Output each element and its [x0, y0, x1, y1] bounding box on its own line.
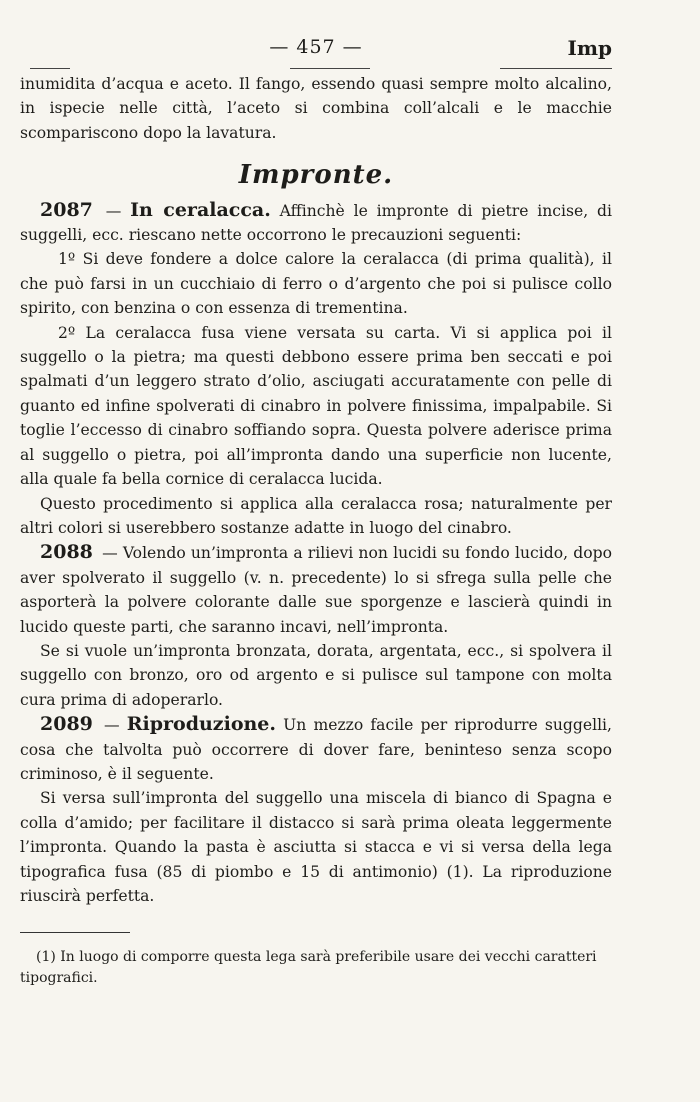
article-number: 2088 [40, 541, 93, 564]
article-number: 2087 [40, 198, 93, 221]
running-head [20, 0, 612, 72]
intro-paragraph: inumidita d’acqua e aceto. Il fango, essendo quasi sempre molto alcalino, in ispecie nelle città, l’aceto si combina coll’alcali e le macchie scompariscono dopo la lavatura. [20, 75, 612, 142]
article-2087 [20, 198, 612, 248]
article-heading: Riproduzione. [126, 713, 277, 736]
section-title: Impronte. [238, 160, 394, 191]
header-rule [500, 68, 612, 69]
footnote: (1) In luogo di comporre questa lega sarà preferibile usare dei vecchi caratteri tipografici. [20, 949, 597, 987]
article-heading: In ceralacca. [130, 198, 271, 221]
running-head-word: Imp [567, 36, 612, 60]
paragraph: Se si vuole un’impronta bronzata, dorata, argentata, ecc., si spolvera il suggello con bronzo, oro od argento e si pulisce sul tampone con molta cura prima di adoperarlo. [20, 641, 612, 709]
book-page [20, 0, 612, 1003]
article-2088 [20, 540, 612, 639]
article-text: Affinchè le impronte di pietre incise, di suggelli, ecc. riescano nette occorrono le precauzioni seguenti: [20, 201, 612, 245]
footnote-rule [20, 932, 130, 933]
paragraph: 1º Si deve fondere a dolce calore la ceralacca (di prima qualità), il che può farsi in un cucchiaio di ferro o d’argento che poi si pulisce collo spirito, con benzina o con essenza di trementina. [20, 250, 612, 318]
paragraph: 2º La ceralacca fusa viene versata su carta. Vi si applica poi il suggello o la pietra; ma questi debbono essere prima ben seccati e poi spalmati d’un leggero strato d’olio, asciugati accuratamente con pelle di guanto ed infine spolverati di cinabro in polvere finissima, impalpabile. Si toglie l’eccesso di cinabro soffiando sopra. Questa polvere aderisce prima al suggello o pietra, poi all’impronta dando una superficie non lucente, alla quale fa bella cornice di ceralacca lucida. [20, 323, 612, 489]
paragraph: Questo procedimento si applica alla ceralacca rosa; naturalmente per altri colori si userebbero sostanze adatte in luogo del cinabro. [20, 494, 612, 537]
dash: — [96, 716, 127, 735]
page-number: — 457 — [269, 36, 363, 58]
paragraph: Si versa sull’impronta del suggello una miscela di bianco di Spagna e colla d’amido; per facilitare il distacco si sarà prima oleata leggermente l’impronta. Quando la pasta è asciutta si stacca e vi si versa della lega tipografica fusa (85 di piombo e 15 di antimonio) (1). La riproduzione riuscirà perfetta. [20, 789, 612, 905]
header-rule [30, 68, 70, 69]
article-text: — Volendo un’impronta a rilievi non lucidi su fondo lucido, dopo aver spolverato il suggello (v. n. precedente) lo si sfrega sulla pelle che asporterà la polvere colorante dalle sue sporgenze e lascierà quindi in lucido queste parti, che saranno incavi, nell’impronta. [20, 544, 612, 636]
dash: — [96, 201, 131, 220]
article-number: 2089 [40, 713, 93, 736]
body-text [20, 72, 612, 908]
article-text: Un mezzo facile per riprodurre suggelli, cosa che talvolta può occorrere di dover fare, beninteso senza scopo criminoso, è il seguente. [20, 716, 613, 783]
header-rule [290, 68, 370, 69]
article-2089 [20, 712, 612, 786]
